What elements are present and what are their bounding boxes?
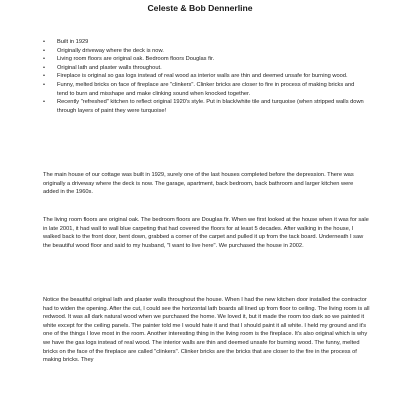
- list-item: [43, 47, 365, 56]
- list-item: [43, 81, 365, 98]
- list-item-text: Fireplace is original so gas logs instead of real wood as interior walls are thin and deemed unsafe for burning wood.: [57, 73, 348, 80]
- list-item-text: Original lath and plaster walls throughout.: [57, 64, 162, 71]
- paragraph-walls: Notice the beautiful original lath and plaster walls throughout the house. When I had the new kitchen door installed the contractor had to widen the opening. After the cut, I could see the horizontal lath boards all lined up from floor to ceiling. The living room is all redwood. It was all dark natural wood when we purchased the home. We loved it, but it made the room too dark so we painted it white except for the ceiling panels. The painter told me I would hate it and that I should paint it all white. I held my ground and it's one of the things I love most in the room. Another interesting thing in the living room is the fireplace. It's also original which is why we have the gas logs instead of real wood. The interior walls are thin and deemed unsafe for burning wood. The funny, melted bricks on the face of the fireplace are called "clinkers". Clinker bricks are the bricks that are closer to the fire in the process of making bricks. They: [43, 297, 370, 364]
- list-item-text: Recently "refreshed" kitchen to reflect original 1920's style. Put in black/white tile and turquoise (when stripped walls down through layers of paint they were turquoise!: [57, 99, 364, 114]
- list-item-text: Living room floors are original oak. Bedroom floors Douglas fir.: [57, 56, 215, 63]
- list-item-text: Built in 1929: [57, 39, 89, 45]
- list-item: [43, 38, 365, 47]
- list-item-text: Originally driveway where the deck is now.: [57, 47, 164, 54]
- facts-list: [43, 38, 365, 115]
- bullet-icon: •: [43, 56, 45, 63]
- document-title: Celeste & Bob Dennerline: [147, 3, 253, 13]
- list-item: [43, 64, 365, 73]
- paragraph-floors: The living room floors are original oak. The bedroom floors are Douglas fir. When we first looked at the house when it was for sale in late 2001, it had wall to wall blue carpeting that had covered the floors for at least 5 decades. After walking in the house, I walked back to the front door, bent down, grabbed a corner of the carpet and pulled it up from the tack board. Underneath I saw the beautiful wood floor and said to my husband, "I want to live here". We purchased the house in 2002.: [43, 217, 369, 249]
- bullet-icon: •: [43, 99, 45, 106]
- list-item: [43, 98, 365, 115]
- bullet-icon: •: [43, 39, 45, 45]
- list-item-text: Funny, melted bricks on face of fireplace are "clinkers". Clinker bricks are closer to fire in process of making bricks and tend to burn and misshape and make clinking sound when knocked together.: [57, 81, 355, 97]
- paragraph-history: The main house of our cottage was built in 1929, surely one of the last houses completed before the depression. There was originally a driveway where the deck is now. The garage, apartment, back bedroom, back bathroom and larger kitchen were added in the 1960s.: [43, 172, 354, 196]
- bullet-icon: •: [43, 64, 45, 71]
- list-item: [43, 55, 365, 64]
- bullet-icon: •: [43, 47, 45, 54]
- list-item: [43, 72, 365, 81]
- bullet-icon: •: [43, 81, 45, 88]
- bullet-icon: •: [43, 73, 45, 80]
